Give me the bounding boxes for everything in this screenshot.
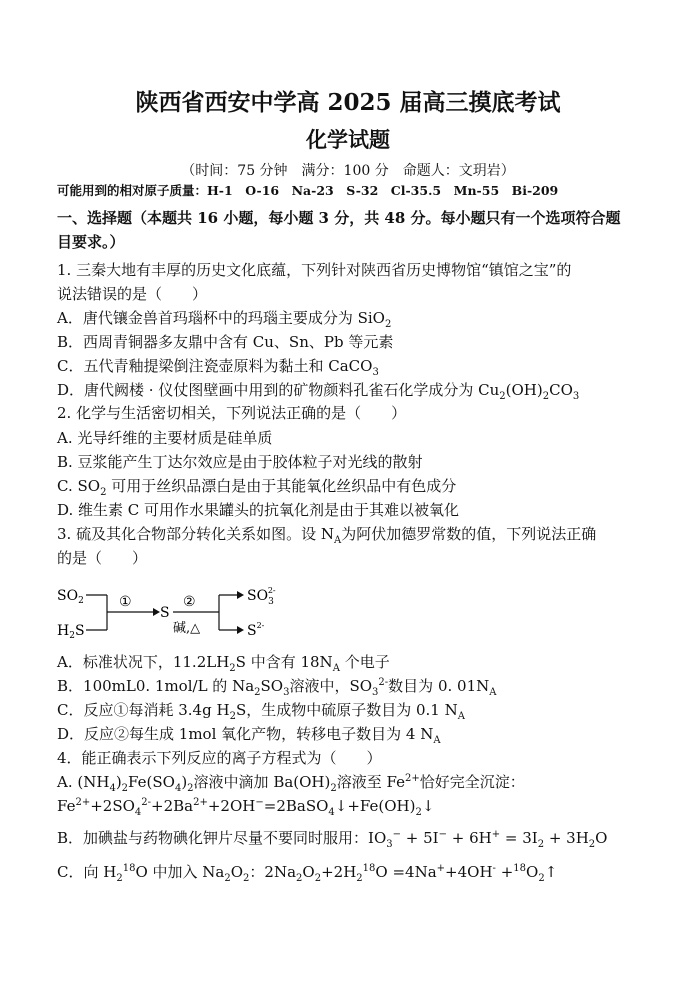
- branch-top-head: [237, 591, 244, 599]
- q4-option-a: A. $(NH_4)_2Fe(SO_4)_2$溶液中滴加 $Ba(OH)_2$溶液至 $Fe^{2+}$恰好完全沉淀：: [57, 773, 525, 794]
- step-2-label: ②: [183, 594, 196, 610]
- atomic-masses: 可能用到的相对原子质量：H-1 O-16 Na-23 S-32 Cl-35.5 Mn-55 Bi-209: [57, 183, 559, 198]
- q3-option-b: B．100mL0. 1mol/L 的 $Na_2SO_3$溶液中，$SO_3^{2-}$数目为 0. $01N_A$: [57, 677, 497, 698]
- q1-stem-cont: 说法错误的是（ ）: [57, 285, 208, 303]
- so3-label: $SO_32-$: [247, 586, 276, 607]
- q1-stem: 1. 三秦大地有丰厚的历史文化底蕴，下列针对陕西省历史博物馆“镇馆之宝”的: [57, 261, 572, 279]
- condition-label: 碱,△: [173, 621, 201, 636]
- q2-option-a: A. 光导纤维的主要材质是硅单质: [57, 429, 273, 447]
- q4-stem: 4．能正确表示下列反应的离子方程式为（ ）: [57, 749, 382, 767]
- q4-option-a-equation: $Fe^{2+}+2SO_4^{2-}+2Ba^{2+}+2OH^-=2BaSO_4↓+Fe(OH)_2↓$: [57, 797, 435, 818]
- section-heading: 一、选择题（本题共 16 小题，每小题 3 分，共 48 分。每小题只有一个选项符合题: [57, 209, 621, 227]
- q3-option-a: A．标准状况下，$11.2LH_2S$ 中含有 $18N_A$ 个电子: [57, 653, 390, 674]
- q4-option-b: B．加碘盐与药物碘化钾片尽量不要同时服用：$IO_3^- + 5I^- + 6H^+ = 3I_2 + 3H_2O$: [57, 829, 608, 850]
- q3-stem: 3. 硫及其化合物部分转化关系如图。设 $N_A$为阿伏加德罗常数的值，下列说法正确: [57, 525, 597, 546]
- q2-option-b: B. 豆浆能产生丁达尔效应是由于胶体粒子对光线的散射: [57, 453, 423, 471]
- arrow-1-head: [153, 608, 160, 616]
- s2-label: $S^{2-}$: [247, 621, 265, 639]
- so2-label: $SO_2$: [57, 588, 84, 606]
- q3-option-c: C．反应①每消耗 3.4g $H_2S$，生成物中硫原子数目为 0.1 $N_A$: [57, 701, 465, 722]
- branch-bottom-head: [237, 626, 244, 634]
- q2-option-c: C. $SO_2$ 可用于丝织品漂白是由于其能氧化丝织品中有色成分: [57, 477, 457, 498]
- q4-option-c: C．向 $H_2^{18}O$ 中加入 $Na_2O_2$：$2Na_2O_2+2H_2^{18}O =4Na^++4OH^-$ $+^{18}O_2↑$: [57, 863, 558, 884]
- q1-option-c: C．五代青釉提梁倒注瓷壶原料为黏土和 CaCO$_3$: [57, 357, 379, 378]
- s-label: S: [160, 605, 170, 621]
- q3-stem-cont: 的是（ ）: [57, 549, 148, 567]
- q2-option-d: D. 维生素 C 可用作水果罐头的抗氧化剂是由于其难以被氧化: [57, 501, 460, 519]
- q1-option-b: B．西周青铜器多友鼎中含有 Cu、Sn、Pb 等元素: [57, 333, 394, 351]
- section-heading-cont: 目要求。）: [57, 233, 125, 251]
- h2s-label: $H_2S$: [57, 623, 85, 641]
- q1-option-d: D．唐代阙楼 · 仪仗图壁画中用到的矿物颜料孔雀石化学成分为 $Cu_2(OH)_2CO_3$: [57, 381, 580, 402]
- exam-title: 陕西省西安中学高 2025 届高三摸底考试: [135, 89, 561, 116]
- q3-option-d: D．反应②每生成 1mol 氧化产物，转移电子数目为 4 $N_A$: [57, 725, 441, 746]
- subject-title: 化学试题: [306, 127, 390, 152]
- exam-info: （时间：75 分钟 满分：100 分 命题人：文玥岩）: [181, 163, 515, 179]
- q2-stem: 2. 化学与生活密切相关，下列说法正确的是（ ）: [57, 404, 407, 422]
- sulfur-conversion-diagram: [57, 578, 317, 642]
- step-1-label: ①: [119, 594, 132, 610]
- q1-option-a: A．唐代镶金兽首玛瑙杯中的玛瑙主要成分为 SiO$_2$: [57, 309, 392, 330]
